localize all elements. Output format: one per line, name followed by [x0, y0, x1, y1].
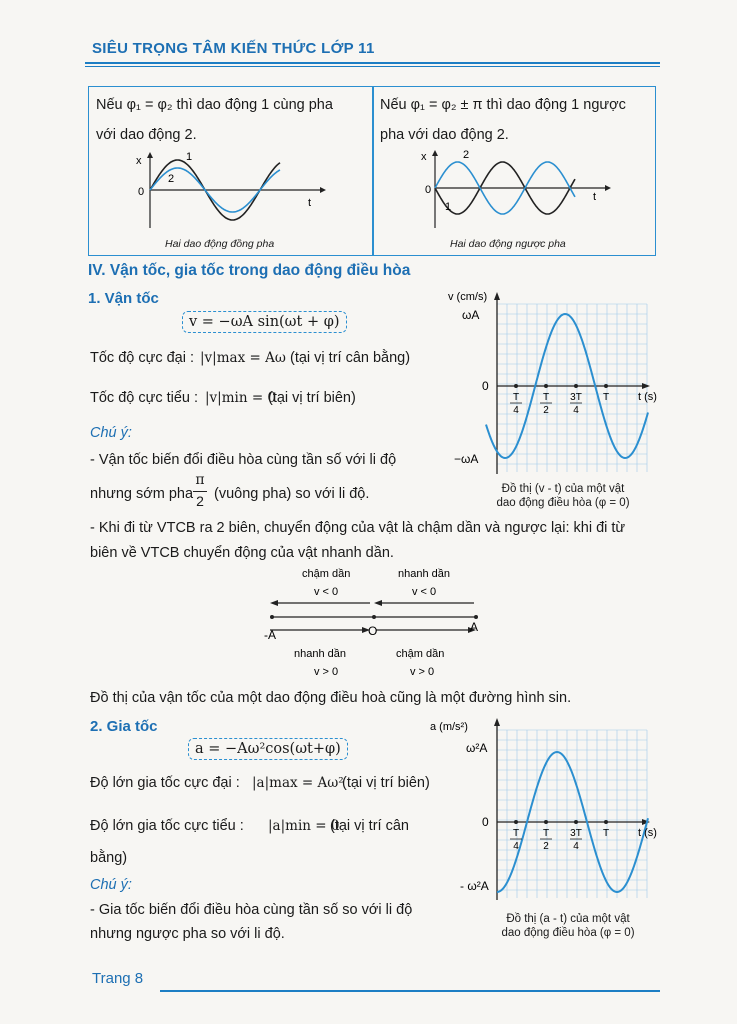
- velocity-note-4: biên về VTCB chuyển động của vật nhanh dần.: [90, 545, 394, 561]
- velocity-tick-mark-1: [544, 384, 548, 388]
- velocity-tick-1-den: 2: [543, 405, 549, 416]
- acceleration-tick-mark-0: [514, 820, 518, 824]
- velocity-caption-line-1: Đồ thị (v - t) của một vật: [501, 483, 625, 495]
- motion-vneg-right: v < 0: [412, 586, 437, 598]
- acceleration-min-label: Độ lớn gia tốc cực tiểu :: [90, 818, 244, 834]
- page-header-title: SIÊU TRỌNG TÂM KIẾN THỨC LỚP 11: [92, 40, 375, 57]
- motion-fast-bottom: nhanh dần: [294, 648, 346, 660]
- acceleration-tick-0-num: T: [512, 828, 520, 839]
- in-phase-label-1: 1: [186, 151, 193, 163]
- velocity-tick-mark-2: [574, 384, 578, 388]
- acceleration-tick-2-num: 3T: [570, 828, 582, 839]
- acceleration-max-label: Độ lớn gia tốc cực đại :: [90, 775, 240, 791]
- velocity-tick-0-den: 4: [513, 405, 519, 416]
- anti-phase-label-2: 2: [463, 149, 470, 161]
- acceleration-tick-mark-1: [544, 820, 548, 824]
- acceleration-max-formula: |a|max = Aω²: [252, 775, 344, 791]
- velocity-note-title: Chú ý:: [90, 425, 132, 441]
- fraction-bar: [193, 491, 207, 492]
- acceleration-min-note: (tại vị trí cân: [330, 818, 409, 834]
- velocity-min-label: Tốc độ cực tiểu :: [90, 390, 199, 406]
- in-phase-origin: 0: [138, 186, 145, 198]
- acceleration-title: 2. Gia tốc: [90, 718, 158, 735]
- acceleration-tick-3: T: [602, 828, 610, 839]
- motion-fast-top: nhanh dần: [398, 568, 450, 580]
- motion-slow-top: chậm dần: [302, 568, 351, 580]
- motion-a: A: [470, 620, 479, 634]
- velocity-caption-line-2: dao động điều hòa (φ = 0): [496, 497, 630, 509]
- in-phase-text-1: Nếu φ₁ = φ₂ thì dao động 1 cùng pha: [96, 97, 333, 113]
- velocity-note-2b: (vuông pha) so với li độ.: [214, 486, 370, 502]
- section-title: IV. Vận tốc, gia tốc trong dao động điều hòa: [88, 262, 411, 279]
- motion-diagram: [250, 565, 500, 685]
- velocity-title: 1. Vận tốc: [88, 290, 159, 307]
- fraction-denominator: 2: [196, 493, 204, 509]
- anti-phase-label-1: 1: [445, 201, 452, 213]
- motion-vneg-left: v < 0: [314, 586, 339, 598]
- footer-rule: [160, 990, 660, 992]
- velocity-max-label: Tốc độ cực đại :: [90, 350, 194, 366]
- in-phase-t-label: t: [308, 197, 312, 209]
- motion-minus-a: -A: [264, 628, 276, 642]
- acceleration-caption-line-1: Đồ thị (a - t) của một vật: [506, 913, 630, 925]
- motion-slow-bottom: chậm dần: [396, 648, 445, 660]
- velocity-max-note: (tại vị trí cân bằng): [290, 350, 411, 366]
- anti-phase-text-1: Nếu φ₁ = φ₂ ± π thì dao động 1 ngược: [380, 97, 626, 113]
- velocity-max-formula: |v|max = Aω: [200, 350, 286, 366]
- velocity-ymax: ωA: [462, 308, 480, 322]
- acceleration-tick-2-den: 4: [573, 841, 579, 852]
- acceleration-tick-1-num: T: [542, 828, 550, 839]
- in-phase-graph: [130, 150, 330, 230]
- acceleration-y-label: a (m/s²): [430, 721, 468, 733]
- acceleration-formula: a = −Aω²cos(ωt+φ): [188, 738, 348, 760]
- velocity-min-note: (tại vị trí biên): [268, 390, 356, 406]
- anti-phase-origin: 0: [425, 184, 432, 196]
- acceleration-caption-line-2: dao động điều hòa (φ = 0): [501, 927, 635, 939]
- acceleration-tick-1-den: 2: [543, 841, 549, 852]
- velocity-y-label: v (cm/s): [448, 291, 488, 303]
- velocity-zero: 0: [482, 379, 489, 393]
- motion-vpos-right: v > 0: [410, 666, 435, 678]
- acceleration-tick-mark-3: [604, 820, 608, 824]
- velocity-tick-3: T: [602, 392, 610, 403]
- page-number: Trang 8: [92, 970, 144, 987]
- in-phase-label-2: 2: [168, 173, 175, 185]
- velocity-note-2a: nhưng sớm pha: [90, 486, 194, 502]
- anti-phase-text-2: pha với dao động 2.: [380, 127, 509, 143]
- velocity-graph: [430, 286, 665, 486]
- acceleration-zero: 0: [482, 815, 489, 829]
- in-phase-caption: Hai dao động đồng pha: [165, 238, 275, 250]
- acceleration-max-note: (tại vị trí biên): [342, 775, 430, 791]
- anti-phase-caption: Hai dao động ngược pha: [450, 238, 566, 250]
- velocity-t-label: t (s): [638, 391, 657, 403]
- acceleration-t-label: t (s): [638, 827, 657, 839]
- anti-phase-graph: [415, 148, 615, 232]
- velocity-formula: v = −ωA sin(ωt + φ): [182, 311, 347, 333]
- header-rule-thin: [85, 66, 660, 67]
- acceleration-ymax: ω²A: [466, 741, 488, 755]
- motion-vpos-left: v > 0: [314, 666, 339, 678]
- velocity-tick-0-num: T: [512, 392, 520, 403]
- acceleration-min-formula: |a|min = 0: [268, 818, 340, 834]
- anti-phase-t-label: t: [593, 191, 597, 203]
- acceleration-graph: [430, 712, 665, 912]
- acceleration-ymin: - ω²A: [460, 879, 489, 893]
- acceleration-tick-mark-2: [574, 820, 578, 824]
- in-phase-x-label: x: [136, 155, 142, 167]
- velocity-tick-1-num: T: [542, 392, 550, 403]
- velocity-tick-mark-3: [604, 384, 608, 388]
- velocity-min-formula: |v|min = 0: [205, 390, 277, 406]
- velocity-note-3: - Khi đi từ VTCB ra 2 biên, chuyển động của vật là chậm dần và ngược lại: khi đi từ: [90, 520, 626, 536]
- velocity-summary: Đồ thị của vận tốc của một dao động điều hoà cũng là một đường hình sin.: [90, 690, 572, 706]
- velocity-tick-2-den: 4: [573, 405, 579, 416]
- velocity-ymin: −ωA: [454, 452, 479, 466]
- velocity-note-1: - Vận tốc biến đổi điều hòa cùng tần số với li độ: [90, 452, 397, 468]
- motion-o: O: [368, 624, 378, 638]
- acceleration-note-2: nhưng ngược pha so với li độ.: [90, 926, 285, 942]
- acceleration-min-note-2: bằng): [90, 850, 128, 866]
- acceleration-graph-caption: [488, 912, 648, 940]
- table-divider: [372, 86, 374, 256]
- velocity-tick-2-num: 3T: [570, 392, 582, 403]
- header-rule: [85, 62, 660, 64]
- velocity-graph-caption: [488, 482, 638, 510]
- velocity-tick-mark-0: [514, 384, 518, 388]
- fraction-numerator: π: [195, 472, 205, 488]
- in-phase-text-2: với dao động 2.: [96, 127, 197, 143]
- anti-phase-x-label: x: [421, 151, 427, 163]
- acceleration-note-title: Chú ý:: [90, 877, 132, 893]
- acceleration-tick-0-den: 4: [513, 841, 519, 852]
- acceleration-note-1: - Gia tốc biến đổi điều hòa cùng tần số so với li độ: [90, 902, 413, 918]
